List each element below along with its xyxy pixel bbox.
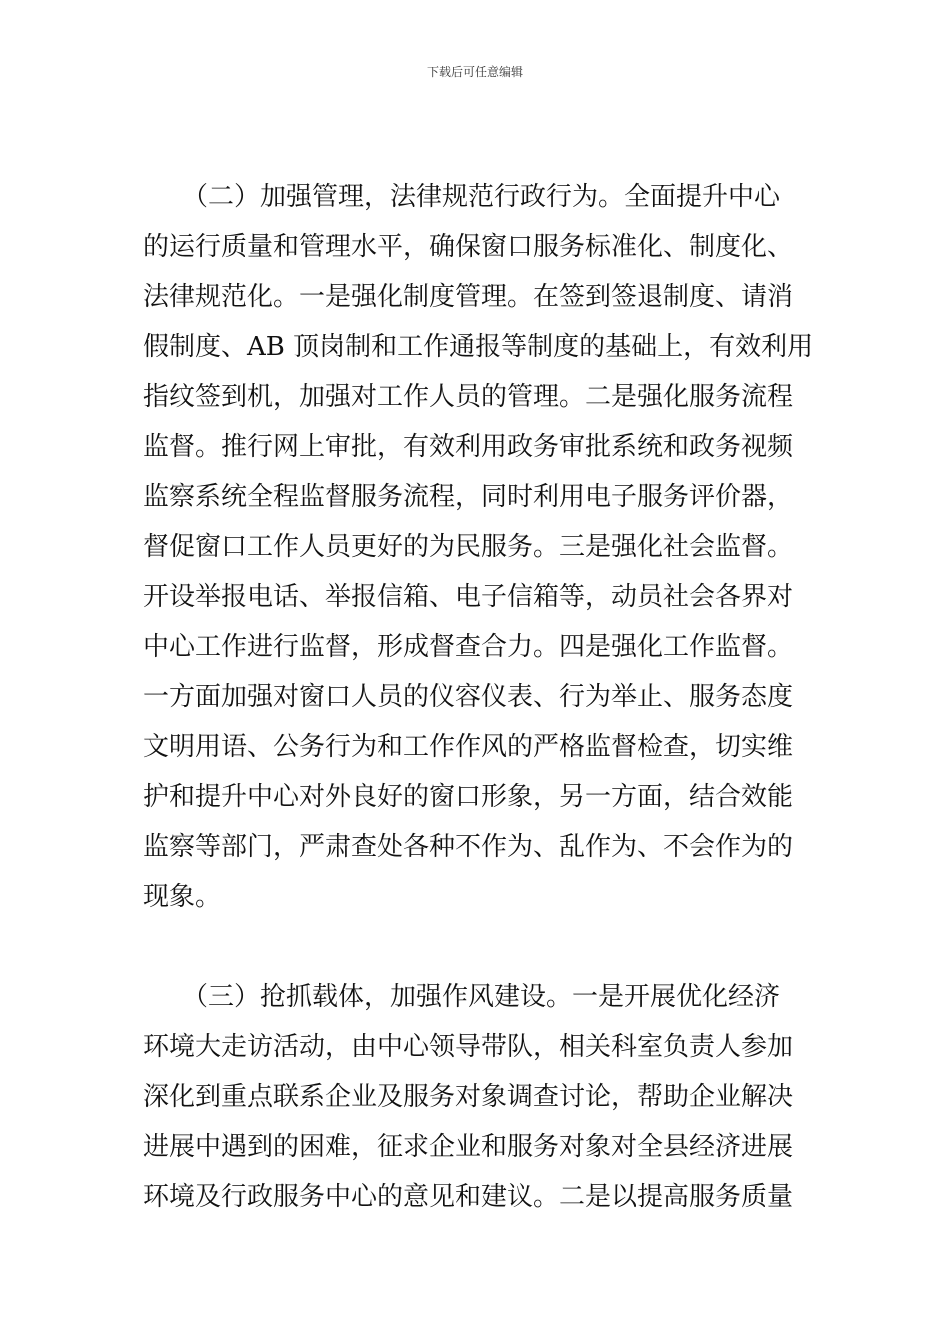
- paragraph-line: （三）抢抓载体，加强作风建设。一是开展优化经济: [143, 982, 781, 1012]
- paragraph-line: 护和提升中心对外良好的窗口形象，另一方面，结合效能: [143, 782, 794, 812]
- paragraph-line: 文明用语、公务行为和工作作风的严格监督检查，切实维: [143, 732, 794, 762]
- paragraph-line: 法律规范化。一是强化制度管理。在签到签退制度、请消: [143, 282, 794, 312]
- paragraph-line: 深化到重点联系企业及服务对象调查讨论，帮助企业解决: [143, 1082, 794, 1112]
- paragraph-line: 进展中遇到的困难，征求企业和服务对象对全县经济进展: [143, 1132, 794, 1162]
- paragraph-line: 假制度、AB 顶岗制和工作通报等制度的基础上，有效利用: [143, 332, 814, 362]
- paragraph-line: （二）加强管理，法律规范行政行为。全面提升中心: [143, 182, 781, 212]
- paragraph-management: [143, 172, 814, 922]
- paragraph-line: 环境大走访活动，由中心领导带队，相关科室负责人参加: [143, 1032, 794, 1062]
- paragraph-line: 监察等部门，严肃查处各种不作为、乱作为、不会作为的: [143, 832, 794, 862]
- paragraph-line: 中心工作进行监督，形成督查合力。四是强化工作监督。: [143, 632, 794, 662]
- paragraph-line: 环境及行政服务中心的意见和建议。二是以提高服务质量: [143, 1182, 794, 1212]
- page-header-note: 下载后可任意编辑: [426, 65, 523, 79]
- paragraph-line: 指纹签到机，加强对工作人员的管理。二是强化服务流程: [143, 382, 794, 412]
- paragraph-line: 的运行质量和管理水平，确保窗口服务标准化、制度化、: [143, 232, 794, 262]
- paragraph-line: 监察系统全程监督服务流程，同时利用电子服务评价器，: [143, 482, 794, 512]
- paragraph-line: 现象。: [143, 882, 222, 912]
- paragraph-line: 一方面加强对窗口人员的仪容仪表、行为举止、服务态度: [143, 682, 794, 712]
- paragraph-line: 监督。推行网上审批，有效利用政务审批系统和政务视频: [143, 432, 794, 462]
- paragraph-work-style: [143, 972, 809, 1222]
- paragraph-line: 开设举报电话、举报信箱、电子信箱等，动员社会各界对: [143, 582, 794, 612]
- paragraph-line: 督促窗口工作人员更好的为民服务。三是强化社会监督。: [143, 532, 794, 562]
